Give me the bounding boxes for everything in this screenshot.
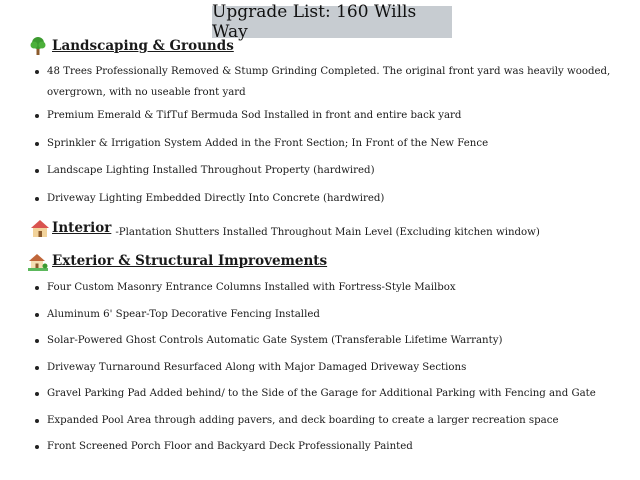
exterior-heading	[28, 251, 327, 271]
list-item: 48 Trees Professionally Removed & Stump Grinding Completed. The original front yard was heavily wooded,	[34, 61, 610, 82]
house-icon	[30, 218, 50, 238]
list-item: Solar-Powered Ghost Controls Automatic Gate System (Transferable Lifetime Warranty)	[34, 330, 596, 351]
list-item: Landscape Lighting Installed Throughout Property (hardwired)	[34, 160, 488, 181]
tree-icon	[28, 36, 48, 56]
page-title: Upgrade List: 160 Wills Way	[212, 6, 452, 38]
landscaping-heading	[28, 36, 234, 56]
exterior-heading-label: Exterior & Structural Improvements	[52, 253, 328, 269]
list-item: Expanded Pool Area through adding pavers, and deck boarding to create a larger recreation space	[34, 410, 596, 431]
list-item: Premium Emerald & TifTuf Bermuda Sod Installed in front and entire back yard	[34, 105, 488, 126]
exterior-list	[34, 277, 596, 457]
landscaping-heading-label: Landscaping & Grounds	[52, 38, 234, 54]
list-item: Front Screened Porch Floor and Backyard Deck Professionally Painted	[34, 436, 596, 457]
interior-heading-label: Interior	[52, 220, 112, 236]
list-item-continuation-text: overgrown, with no useable front yard	[47, 87, 246, 98]
landscaping-list	[34, 61, 610, 103]
interior-section	[30, 218, 540, 238]
list-item-continuation	[34, 82, 610, 103]
list-item: Sprinkler & Irrigation System Added in the Front Section; In Front of the New Fence	[34, 133, 488, 154]
list-item: Gravel Parking Pad Added behind/ to the Side of the Garage for Additional Parking with Fencing and Gate	[34, 383, 596, 404]
list-item: Aluminum 6' Spear-Top Decorative Fencing Installed	[34, 304, 596, 325]
list-item: Driveway Turnaround Resurfaced Along with Major Damaged Driveway Sections	[34, 357, 596, 378]
list-item: Four Custom Masonry Entrance Columns Installed with Fortress-Style Mailbox	[34, 277, 596, 298]
house-with-garden-icon	[28, 251, 48, 271]
list-item: Driveway Lighting Embedded Directly Into Concrete (hardwired)	[34, 188, 488, 209]
interior-note: -Plantation Shutters Installed Throughout Main Level (Excluding kitchen window)	[115, 227, 540, 238]
landscaping-list-2	[34, 105, 488, 209]
